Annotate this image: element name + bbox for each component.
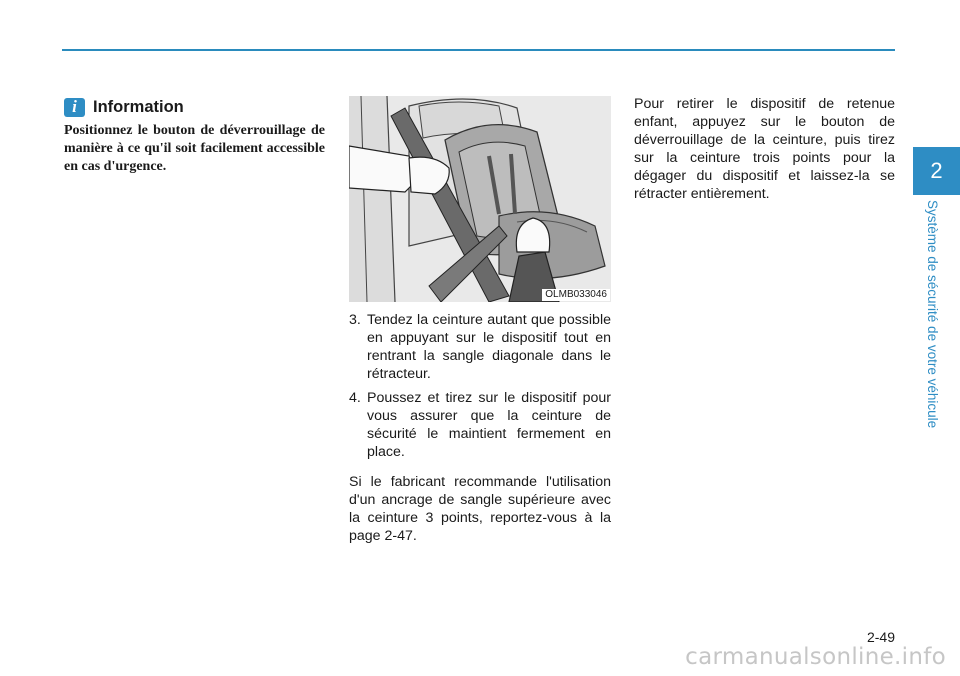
info-icon: i bbox=[64, 98, 85, 117]
section-title: Système de sécurité de votre véhicule bbox=[925, 200, 940, 429]
step-number: 4. bbox=[349, 390, 361, 406]
step-text: Poussez et tirez sur le dispositif pour vous assurer que la ceinture de sécurité le maintient fermement en place. bbox=[367, 390, 611, 460]
header-rule bbox=[62, 49, 895, 51]
step-item bbox=[349, 311, 611, 383]
step-item bbox=[349, 389, 611, 461]
step-number: 3. bbox=[349, 312, 361, 328]
info-heading bbox=[64, 96, 184, 118]
removal-instructions: Pour retirer le dispositif de retenue enfant, appuyez sur le bouton de déverrouillage de la ceinture, puis tirez sur la ceinture trois points pour la dégager du dispositif et laissez-la se rétracter entièrement. bbox=[634, 96, 895, 202]
step-list bbox=[349, 311, 611, 467]
figure-code: OLMB033046 bbox=[542, 289, 610, 301]
child-seat-drawing bbox=[349, 96, 611, 302]
step-text: Tendez la ceinture autant que possible en appuyant sur le dispositif tout en rentrant la sangle diagonale dans le rétracteur. bbox=[367, 312, 611, 382]
info-title: Information bbox=[93, 97, 184, 116]
info-text: Positionnez le bouton de déverrouillage de manière à ce qu'il soit facilement accessible en cas d'urgence. bbox=[64, 123, 325, 174]
chapter-tab: 2 bbox=[913, 147, 960, 195]
page-number: 2-49 bbox=[866, 629, 895, 645]
watermark: carmanualsonline.info bbox=[685, 644, 946, 670]
child-seat-illustration bbox=[349, 96, 611, 302]
anchor-note: Si le fabricant recommande l'utilisation d'un ancrage de sangle supérieure avec la ceinture 3 points, reportez-vous à la page 2-47. bbox=[349, 474, 611, 544]
